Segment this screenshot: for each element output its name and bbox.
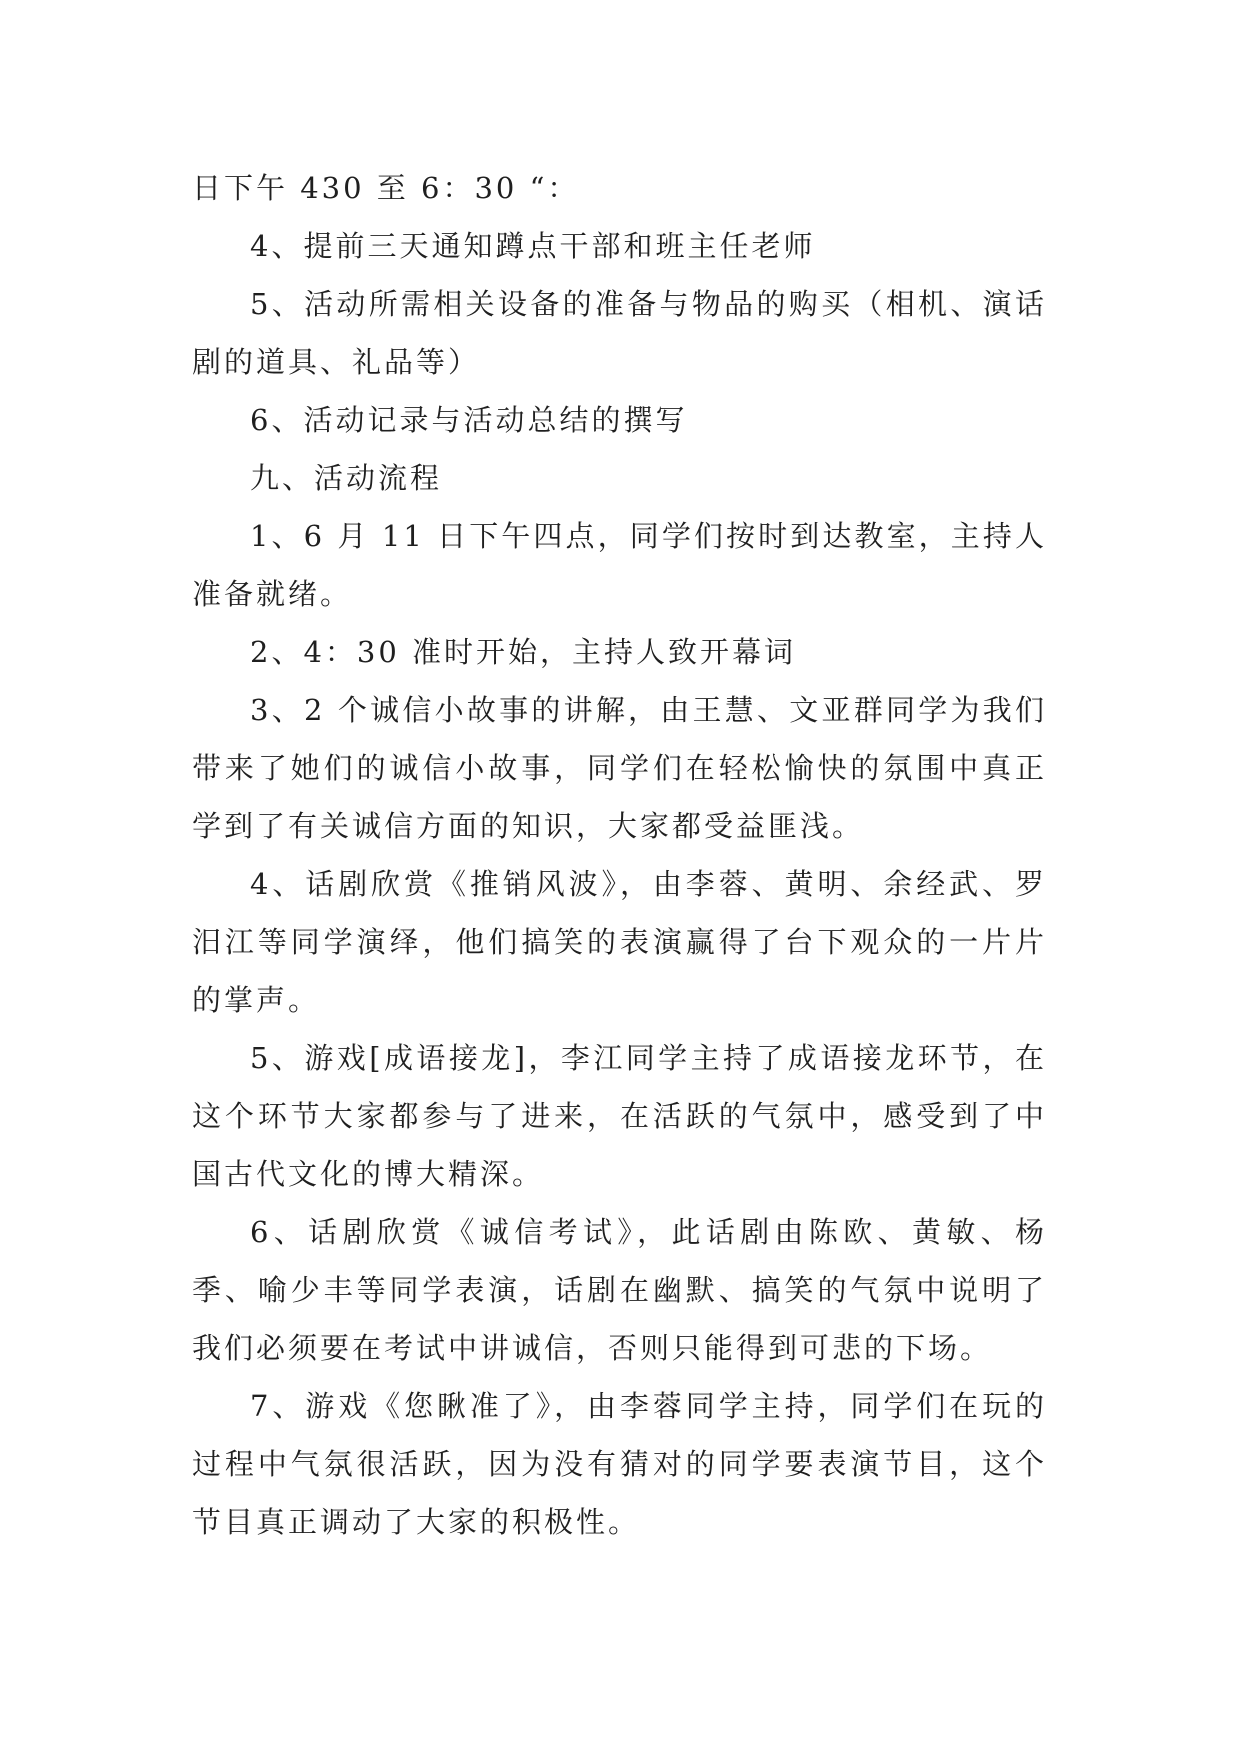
paragraph-process-7: 7、游戏《您瞅准了》，由李蓉同学主持，同学们在玩的过程中气氛很活跃，因为没有猜对的同学要表演节目，这个节目真正调动了大家的积极性。	[192, 1389, 1047, 1539]
paragraph-process-3: 3、2 个诚信小故事的讲解，由王慧、文亚群同学为我们带来了她们的诚信小故事，同学们在轻松愉快的氛围中真正学到了有关诚信方面的知识，大家都受益匪浅。	[192, 693, 1047, 843]
section-heading-process: 九、活动流程	[250, 461, 443, 495]
paragraph-item-6-record: 6、活动记录与活动总结的撰写	[250, 403, 688, 437]
paragraph-process-1: 1、6 月 11 日下午四点，同学们按时到达教室，主持人准备就绪。	[192, 519, 1047, 611]
paragraph-time-continuation: 日下午 430 至 6：30 “：	[192, 171, 580, 205]
document-body	[192, 159, 1047, 1551]
paragraph-item-5-equipment: 5、活动所需相关设备的准备与物品的购买（相机、演话剧的道具、礼品等）	[192, 287, 1047, 379]
paragraph-process-5: 5、游戏[成语接龙]，李江同学主持了成语接龙环节，在这个环节大家都参与了进来，在活跃的气氛中，感受到了中国古代文化的博大精深。	[192, 1041, 1047, 1191]
paragraph-item-4-notify: 4、提前三天通知蹲点干部和班主任老师	[250, 229, 816, 263]
paragraph-process-2: 2、4：30 准时开始，主持人致开幕词	[250, 635, 797, 669]
paragraph-process-6: 6、话剧欣赏《诚信考试》，此话剧由陈欧、黄敏、杨季、喻少丰等同学表演，话剧在幽默、搞笑的气氛中说明了我们必须要在考试中讲诚信，否则只能得到可悲的下场。	[192, 1215, 1047, 1365]
paragraph-process-4: 4、话剧欣赏《推销风波》，由李蓉、黄明、余经武、罗汨江等同学演绎，他们搞笑的表演赢得了台下观众的一片片的掌声。	[192, 867, 1047, 1017]
